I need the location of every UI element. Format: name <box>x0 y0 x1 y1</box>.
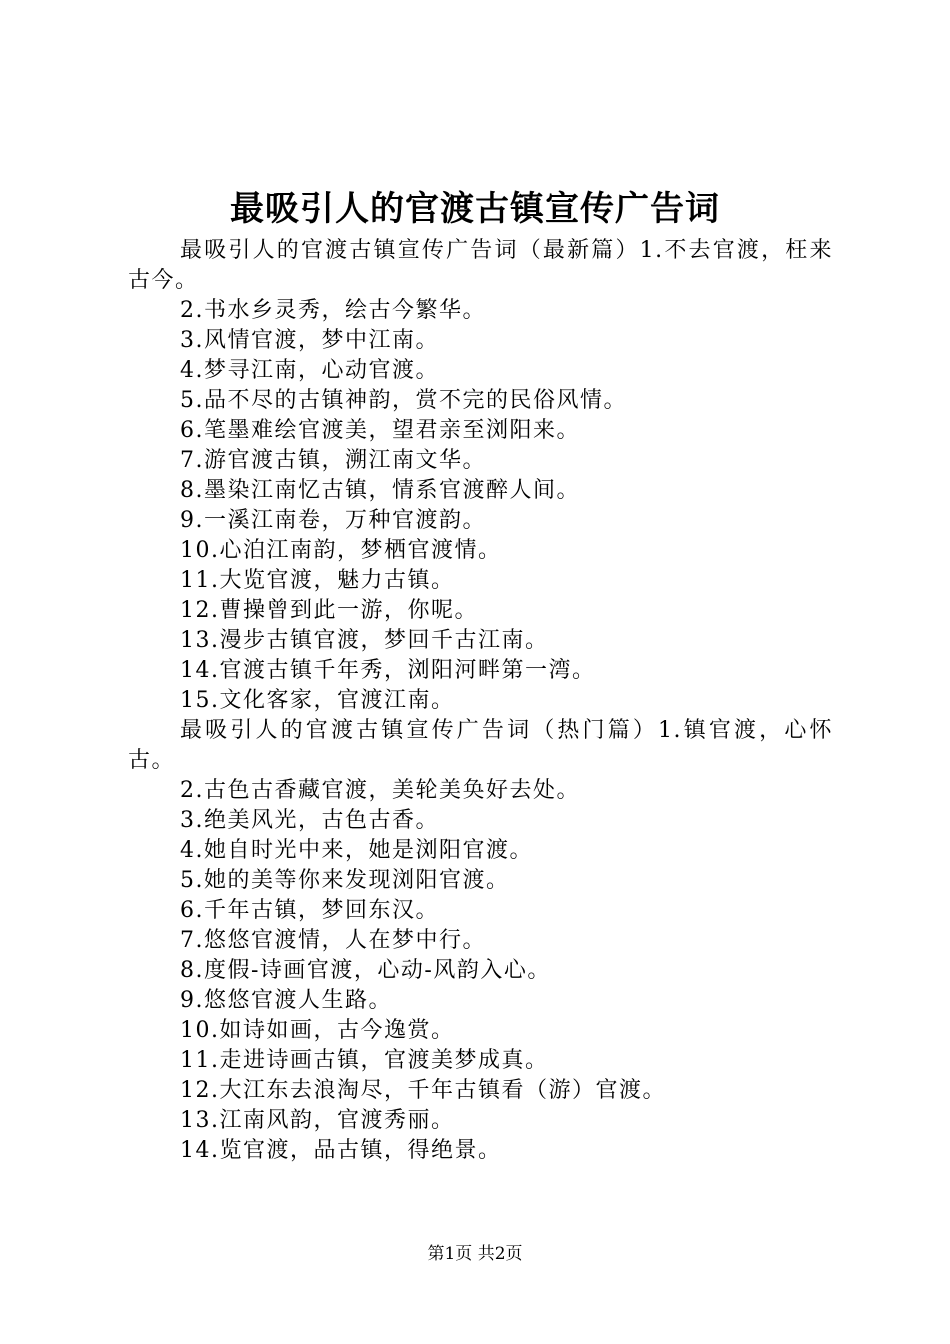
slogan-item: 10.心泊江南韵，梦栖官渡情。 <box>180 538 502 563</box>
slogan-item: 14.官渡古镇千年秀，浏阳河畔第一湾。 <box>180 658 596 683</box>
slogan-item: 9.悠悠官渡人生路。 <box>180 988 392 1013</box>
slogan-item: 15.文化客家，官渡江南。 <box>180 688 455 713</box>
paragraph-intro-latest: 最吸引人的官渡古镇宣传广告词（最新篇）1.不去官渡，枉来古今。 <box>128 238 833 293</box>
slogan-item: 11.走进诗画古镇，官渡美梦成真。 <box>180 1048 549 1073</box>
slogan-item: 7.游官渡古镇，溯江南文华。 <box>180 448 486 473</box>
slogan-item: 10.如诗如画，古今逸赏。 <box>180 1018 455 1043</box>
document-title: 最吸引人的官渡古镇宣传广告词 <box>230 189 720 229</box>
slogan-item: 2.书水乡灵秀，绘古今繁华。 <box>180 298 486 323</box>
slogan-item: 4.她自时光中来，她是浏阳官渡。 <box>180 838 533 863</box>
document-body <box>128 236 833 1166</box>
slogan-item: 9.一溪江南卷，万种官渡韵。 <box>180 508 486 533</box>
slogan-item: 3.绝美风光，古色古香。 <box>180 808 439 833</box>
slogan-item: 6.千年古镇，梦回东汉。 <box>180 898 439 923</box>
page-footer: 第1页 共2页 <box>427 1244 523 1264</box>
slogan-item: 12.曹操曾到此一游，你呢。 <box>180 598 478 623</box>
slogan-item: 5.品不尽的古镇神韵，赏不完的民俗风情。 <box>180 388 627 413</box>
slogan-item: 7.悠悠官渡情，人在梦中行。 <box>180 928 486 953</box>
slogan-item: 14.览官渡，品古镇，得绝景。 <box>180 1138 502 1163</box>
slogan-item: 13.江南风韵，官渡秀丽。 <box>180 1108 455 1133</box>
slogan-item: 11.大览官渡，魅力古镇。 <box>180 568 455 593</box>
slogan-item: 2.古色古香藏官渡，美轮美奂好去处。 <box>180 778 580 803</box>
slogan-item: 12.大江东去浪淘尽，千年古镇看（游）官渡。 <box>180 1078 666 1103</box>
slogan-item: 8.墨染江南忆古镇，情系官渡醉人间。 <box>180 478 580 503</box>
slogan-item: 4.梦寻江南，心动官渡。 <box>180 358 439 383</box>
slogan-item: 8.度假-诗画官渡，心动-风韵入心。 <box>180 958 551 983</box>
slogan-item: 13.漫步古镇官渡，梦回千古江南。 <box>180 628 549 653</box>
slogan-item: 6.笔墨难绘官渡美，望君亲至浏阳来。 <box>180 418 580 443</box>
slogan-item: 3.风情官渡，梦中江南。 <box>180 328 439 353</box>
slogan-item: 5.她的美等你来发现浏阳官渡。 <box>180 868 510 893</box>
paragraph-intro-popular: 最吸引人的官渡古镇宣传广告词（热门篇）1.镇官渡，心怀古。 <box>128 718 833 773</box>
